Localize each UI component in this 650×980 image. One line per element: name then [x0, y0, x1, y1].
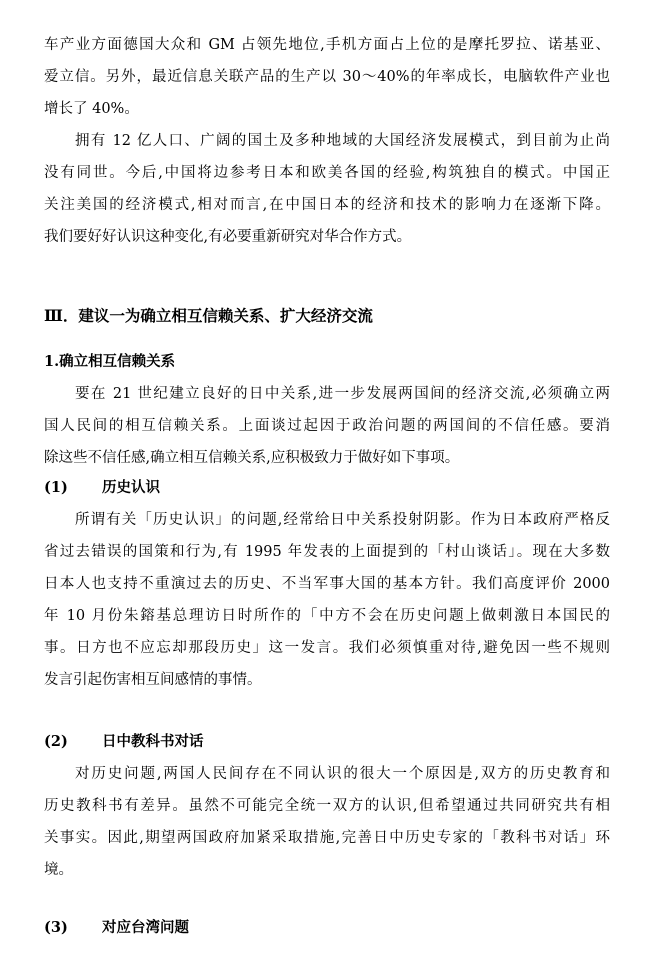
p2-line-3: 关注美国的经济模式,相对而言,在中国日本的经济和技术的影响力在逐渐下降。 [44, 197, 610, 213]
p4-line-2: 省过去错误的国策和行为,有 1995 年发表的上面提到的「村山谈话」。现在大多数 [44, 544, 610, 560]
item-title-3: 对应台湾问题 [102, 919, 189, 936]
p2-line-1: 拥有 12 亿人口、广阔的国土及多种地域的大国经济发展模式，到目前为止尚 [75, 133, 610, 149]
p1-line-1: 车产业方面德国大众和 GM 占领先地位,手机方面占上位的是摩托罗拉、诺基亚、 [44, 37, 610, 53]
section-heading-3: Ⅲ．建议一为确立相互信赖关系、扩大经济交流 [44, 306, 373, 325]
subheading-1: 1.确立相互信赖关系 [44, 353, 176, 370]
item-heading-3 [44, 918, 610, 938]
item-title-2: 日中教科书对话 [102, 733, 204, 750]
item-heading-1 [44, 478, 610, 498]
item-number-1: (1) [44, 479, 68, 496]
p4-line-4: 年 10 月份朱鎔基总理访日时所作的「中方不会在历史问题上做刺激日本国民的 [44, 608, 610, 624]
item-number-2: (2) [44, 733, 68, 750]
p5-line-3: 关事实。因此,期望两国政府加紧采取措施,完善日中历史专家的「教科书对话」环 [44, 830, 610, 846]
p1-line-2: 爱立信。另外，最近信息关联产品的生产以 30～40%的年率成长，电脑软件产业也 [44, 69, 610, 85]
p4-line-6: 发言引起伤害相互间感情的事情。 [44, 672, 262, 688]
p2-line-4: 我们要好好认识这种变化,有必要重新研究对华合作方式。 [44, 229, 412, 245]
p4-line-1: 所谓有关「历史认识」的问题,经常给日中关系投射阴影。作为日本政府严格反 [75, 512, 610, 528]
p3-line-2: 国人民间的相互信赖关系。上面谈过起因于政治问题的两国间的不信任感。要消 [44, 418, 610, 434]
p5-line-1: 对历史问题,两国人民间存在不同认识的很大一个原因是,双方的历史教育和 [75, 766, 610, 782]
item-heading-2 [44, 732, 610, 752]
p4-line-3: 日本人也支持不重演过去的历史、不当军事大国的基本方针。我们高度评价 2000 [44, 576, 610, 592]
item-title-1: 历史认识 [102, 479, 160, 496]
p1-line-3: 增长了 40%。 [44, 101, 139, 117]
item-number-3: (3) [44, 919, 68, 936]
p5-line-4: 境。 [44, 862, 73, 878]
p2-line-2: 没有同世。今后,中国将边参考日本和欧美各国的经验,构筑独自的模式。中国正 [44, 165, 610, 181]
p5-line-2: 历史教科书有差异。虽然不可能完全统一双方的认识,但希望通过共同研究共有相 [44, 798, 610, 814]
p4-line-5: 事。日方也不应忘却那段历史」这一发言。我们必须慎重对待,避免因一些不规则 [44, 640, 610, 656]
p3-line-1: 要在 21 世纪建立良好的日中关系,进一步发展两国间的经济交流,必须确立两 [75, 386, 610, 402]
p3-line-3: 除这些不信任感,确立相互信赖关系,应积极致力于做好如下事项。 [44, 450, 460, 466]
